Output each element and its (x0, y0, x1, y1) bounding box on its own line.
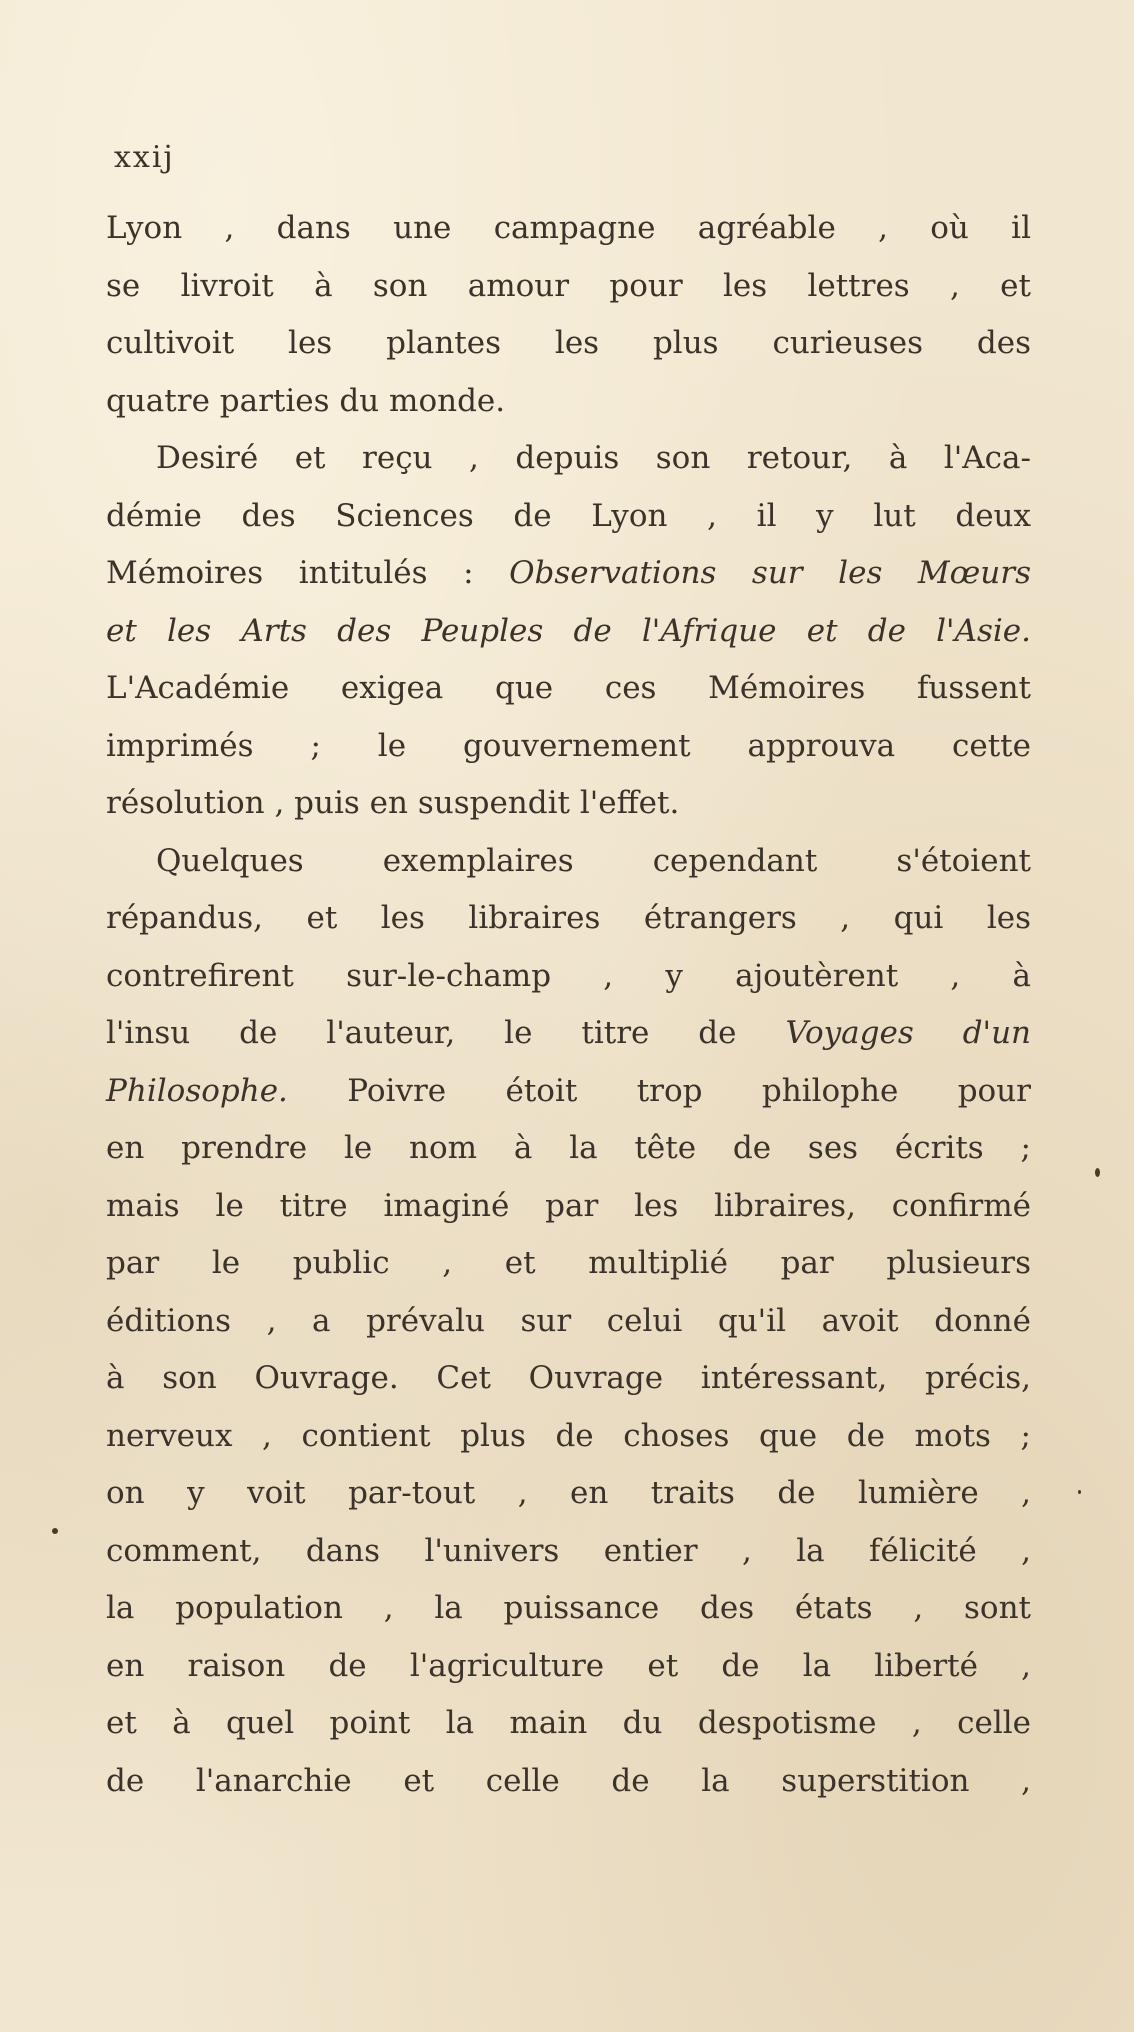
text-line (106, 1120, 1031, 1178)
text-line (106, 890, 1031, 948)
text-line (106, 948, 1031, 1006)
text-line (106, 1695, 1031, 1753)
text-run: imprimés ; le gouvernement approuva cette (106, 727, 1031, 764)
text-run: résolution , puis en suspendit l'effet. (106, 785, 680, 821)
text-run: mais le titre imaginé par les libraires, confirmé (106, 1187, 1031, 1224)
text-line (106, 315, 1031, 373)
text-run: en prendre le nom à la tête de ses écrits ; (106, 1130, 1031, 1166)
italic-run: Philosophe. (106, 1072, 288, 1109)
text-run: nerveux , contient plus de choses que de mots ; (106, 1417, 1031, 1454)
ink-speck (1078, 1490, 1081, 1494)
text-line (106, 488, 1031, 546)
italic-run: Observations sur les Mœurs (509, 555, 1032, 591)
text-line (106, 1465, 1031, 1523)
text-line (106, 775, 1031, 833)
text-line (106, 1350, 1031, 1408)
text-run: l'insu de l'auteur, le titre de (106, 1015, 786, 1051)
italic-run: et les Arts des Peuples de l'Afrique et de l'Asie. (106, 612, 1031, 649)
body-text (106, 200, 1031, 1810)
text-line (106, 1753, 1031, 1811)
text-run: L'Académie exigea que ces Mémoires fussent (106, 670, 1031, 706)
italic-run: Voyages d'un (785, 1015, 1031, 1051)
text-run: Mémoires intitulés : (106, 555, 510, 591)
text-line (106, 718, 1031, 776)
text-line (106, 430, 1031, 488)
text-run: comment, dans l'univers entier , la félicité , (106, 1532, 1031, 1569)
text-run: quatre parties du monde. (106, 382, 506, 419)
text-run: répandus, et les libraires étrangers , qui les (106, 900, 1031, 936)
text-line (106, 1063, 1031, 1121)
text-line (106, 373, 1031, 431)
text-run: en raison de l'agriculture et de la liberté , (106, 1647, 1031, 1684)
text-run: la population , la puissance des états , sont (106, 1590, 1031, 1626)
text-line (106, 1293, 1031, 1351)
text-line (106, 833, 1031, 891)
text-run: Lyon , dans une campagne agréable , où il (106, 210, 1031, 246)
text-run: contrefirent sur-le-champ , y ajoutèrent , à (106, 957, 1031, 994)
text-line (106, 1178, 1031, 1236)
text-line (106, 1005, 1031, 1063)
text-line (106, 200, 1031, 258)
ink-speck (1095, 1168, 1100, 1177)
text-run: se livroit à son amour pour les lettres , et (106, 267, 1031, 304)
text-run: cultivoit les plantes les plus curieuses des (106, 325, 1031, 361)
text-run: Quelques exemplaires cependant s'étoient (156, 842, 1031, 879)
text-line (106, 1580, 1031, 1638)
text-run: démie des Sciences de Lyon , il y lut deux (106, 497, 1031, 534)
text-line (106, 1235, 1031, 1293)
page-number: xxij (114, 140, 175, 175)
text-run: et à quel point la main du despotisme , celle (106, 1705, 1031, 1741)
text-line (106, 1408, 1031, 1466)
text-line (106, 545, 1031, 603)
text-run: Desiré et reçu , depuis son retour, à l'Aca- (156, 440, 1031, 476)
text-run: éditions , a prévalu sur celui qu'il avoit donné (106, 1302, 1031, 1339)
text-line (106, 603, 1031, 661)
text-run: de l'anarchie et celle de la superstition , (106, 1762, 1031, 1799)
text-run: on y voit par-tout , en traits de lumière , (106, 1475, 1031, 1511)
text-line (106, 660, 1031, 718)
text-run: par le public , et multiplié par plusieurs (106, 1245, 1031, 1281)
text-line (106, 1638, 1031, 1696)
ink-speck (52, 1528, 58, 1534)
text-line (106, 258, 1031, 316)
text-run: à son Ouvrage. Cet Ouvrage intéressant, précis, (106, 1360, 1031, 1396)
text-run: Poivre étoit trop philophe pour (287, 1072, 1031, 1109)
text-line (106, 1523, 1031, 1581)
